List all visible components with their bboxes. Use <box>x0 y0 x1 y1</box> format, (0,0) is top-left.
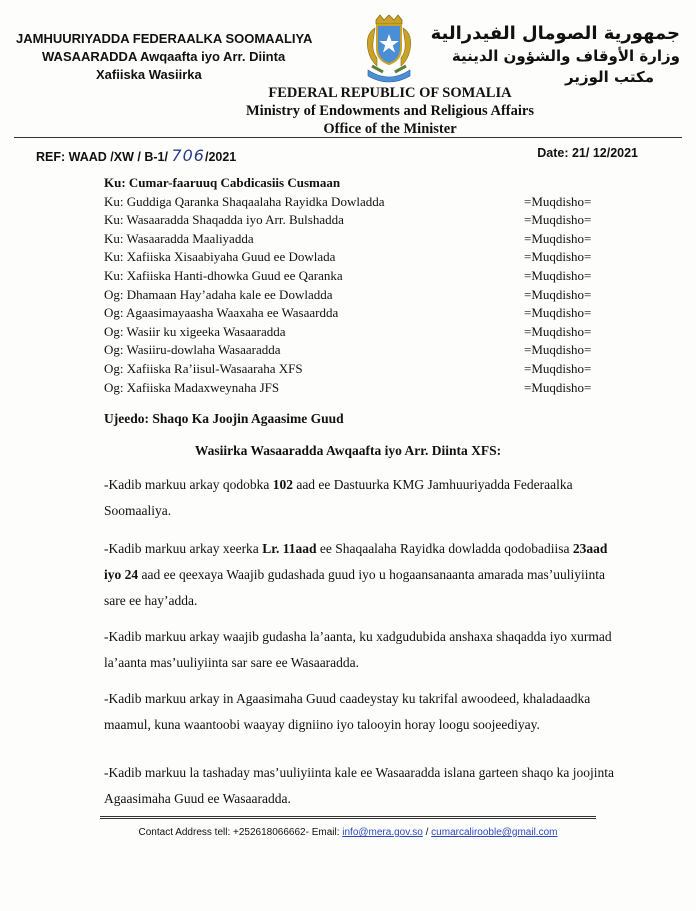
paragraph-bold-text: 23aad iyo 24 <box>104 541 608 582</box>
somali-line-1: JAMHUURIYADDA FEDERAALKA SOOMAALIYA <box>16 31 313 46</box>
recipient-row <box>104 194 624 213</box>
somali-line-2: WASAARADDA Awqaafta iyo Arr. Diinta <box>42 49 286 64</box>
reference-number <box>36 146 236 165</box>
reference-prefix: REF: WAAD /XW / B-1/ <box>36 150 172 164</box>
paragraph-text: ee Shaqaalaha Rayidka dowladda qodobadiisa <box>316 541 573 556</box>
arabic-letterhead <box>380 22 680 88</box>
recipient-name: Ku: Wasaaradda Maaliyadda <box>104 230 254 246</box>
recipient-name: Ku: Xafiiska Hanti-dhowka Guud ee Qaranka <box>104 267 343 283</box>
paragraph-text: -Kadib markuu la tashaday mas’uuliyiinta kale ee Wasaaradda islana garteen shaqo ka joojinta Agaasimaha Guud ee Wasaaradda. <box>104 765 614 806</box>
recipient-city: =Muqdisho= <box>524 323 592 339</box>
recipient-row <box>104 287 624 306</box>
recipient-name: Ku: Cumar-faaruuq Cabdicasiis Cusmaan <box>104 175 341 190</box>
paragraph-text: -Kadib markuu arkay qodobka <box>104 477 273 492</box>
paragraph-bold-text: 102 <box>272 477 293 492</box>
recipient-name: Ku: Xafiiska Xisaabiyaha Guud ee Dowlada <box>104 249 336 265</box>
recipient-name: Og: Agaasimayaasha Waaxaha ee Wasaardda <box>104 305 339 321</box>
recipient-city <box>524 175 624 194</box>
somali-line-3: Xafiiska Wasiirka <box>96 67 202 82</box>
recipient-city: =Muqdisho= <box>524 212 592 228</box>
body-paragraph <box>104 536 614 614</box>
english-letterhead <box>200 84 580 138</box>
recipient-row <box>104 305 624 324</box>
english-line-2: Ministry of Endowments and Religious Affairs <box>245 103 534 119</box>
recipient-name: Og: Dhamaan Hay’adaha kale ee Dowladda <box>104 286 333 302</box>
recipient-row <box>104 231 624 250</box>
english-line-1: FEDERAL REPUBLIC OF SOMALIA <box>268 85 512 101</box>
recipient-city: =Muqdisho= <box>524 342 592 358</box>
reference-suffix: /2021 <box>204 150 237 164</box>
recipient-list <box>104 175 624 398</box>
recipient-name: Og: Xafiiska Madaxweynaha JFS <box>104 379 280 395</box>
recipient-name: Og: Wasiiru-dowlaha Wasaaradda <box>104 342 281 358</box>
somali-letterhead <box>16 30 346 84</box>
recipient-row <box>104 361 624 380</box>
email-link-info[interactable]: info@mera.gov.so <box>342 827 423 838</box>
recipient-name: Og: Wasiir ku xigeeka Wasaaradda <box>104 323 286 339</box>
footer-contact-text: Contact Address tell: +252618066662- Email: <box>138 827 343 838</box>
contact-footer <box>0 827 696 838</box>
recipient-row <box>104 268 624 287</box>
email-link-personal[interactable]: cumarcalirooble@gmail.com <box>431 827 558 838</box>
arabic-line-3: مكتب الوزير <box>564 68 654 86</box>
recipient-row <box>104 175 624 194</box>
footer-separator: / <box>422 827 432 838</box>
recipient-name: Ku: Wasaaradda Shaqadda iyo Arr. Bulshadda <box>104 212 344 228</box>
recipient-row <box>104 324 624 343</box>
recipient-row <box>104 342 624 361</box>
recipient-city: =Muqdisho= <box>524 249 592 265</box>
recipient-name: Og: Xafiiska Ra’iisul-Wasaaraha XFS <box>104 360 303 376</box>
paragraph-text: -Kadib markuu arkay in Agaasimaha Guud caadeystay ku takrifal awoodeed, khaladaadka maamul, kuna waantoobi waayay digniino iyo talooyin horay loogu soojeediyay. <box>104 691 591 732</box>
recipient-city: =Muqdisho= <box>524 305 592 321</box>
arabic-line-2: وزارة الأوقاف والشؤون الدينية <box>451 47 680 65</box>
body-paragraph <box>104 624 614 676</box>
letter-subject: Ujeedo: Shaqo Ka Joojin Agaasime Guud <box>104 411 344 426</box>
body-paragraph <box>104 472 614 524</box>
footer-divider <box>100 816 596 819</box>
recipient-city: =Muqdisho= <box>524 360 592 376</box>
arabic-line-1: جمهورية الصومال الفيدرالية <box>430 23 680 44</box>
paragraph-text: -Kadib markuu arkay xeerka <box>104 541 263 556</box>
letter-date: Date: 21/ 12/2021 <box>537 146 638 160</box>
recipient-city: =Muqdisho= <box>524 379 592 395</box>
recipient-row <box>104 212 624 231</box>
body-paragraph <box>104 760 614 812</box>
body-paragraph <box>104 686 614 738</box>
letter-salutation: Wasiirka Wasaaradda Awqaafta iyo Arr. Diinta XFS: <box>194 443 502 458</box>
header-divider <box>14 137 682 138</box>
english-line-3: Office of the Minister <box>323 121 457 137</box>
recipient-city: =Muqdisho= <box>524 193 592 209</box>
recipient-city: =Muqdisho= <box>524 286 592 302</box>
recipient-name: Ku: Guddiga Qaranka Shaqaalaha Rayidka Dowladda <box>104 193 385 209</box>
paragraph-text: -Kadib markuu arkay waajib gudasha la’aanta, ku xadgudubida anshaxa shaqadda iyo xurmad la’aanta mas’uuliyiinta sar sare ee Wasaaradda. <box>104 629 612 670</box>
recipient-city: =Muqdisho= <box>524 267 592 283</box>
paragraph-text: aad ee Dastuurka KMG Jamhuuriyadda Federaalka Soomaaliya. <box>104 477 573 518</box>
recipient-row <box>104 380 624 399</box>
paragraph-bold-text: Lr. 11aad <box>262 541 317 556</box>
handwritten-reference-number: 706 <box>171 146 205 165</box>
recipient-city: =Muqdisho= <box>524 230 592 246</box>
recipient-row <box>104 249 624 268</box>
paragraph-text: aad ee qeexaya Waajib gudashada guud iyo u hogaansanaanta amarada mas’uuliyiinta sare ee hay’adda. <box>104 567 605 608</box>
